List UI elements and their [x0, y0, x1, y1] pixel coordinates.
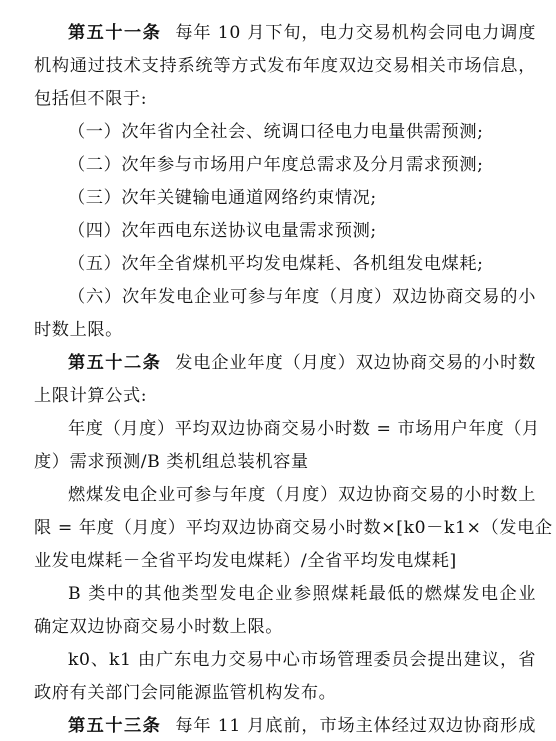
article-51-line1-text: 每年 10 月下旬，电力交易机构会同电力调度	[175, 23, 536, 43]
para-k-line2: 政府有关部门会同能源监管机构发布。	[34, 683, 337, 703]
article-51-item-6: （六）次年发电企业可参与年度（月度）双边协商交易的小	[68, 287, 536, 307]
article-51-item-1: （一）次年省内全社会、统调口径电力电量供需预测;	[68, 122, 484, 142]
article-51-line3: 包括但不限于:	[34, 89, 148, 109]
article-52-line2: 上限计算公式:	[34, 386, 148, 406]
article-52-first-line	[68, 348, 536, 378]
article-53-first-line	[68, 711, 536, 741]
formula-2-line2: 限 = 年度（月度）平均双边协商交易小时数×[k0－k1×（发电企	[34, 518, 553, 538]
article-51-line2: 机构通过技术支持系统等方式发布年度双边交易相关市场信息，	[34, 56, 536, 76]
formula-2-line1: 燃煤发电企业可参与年度（月度）双边协商交易的小时数上	[68, 485, 536, 505]
article-52-line1-text: 发电企业年度（月度）双边协商交易的小时数	[175, 353, 536, 373]
formula-2-line3: 业发电煤耗－全省平均发电煤耗）/全省平均发电煤耗]	[34, 551, 457, 571]
article-53-heading: 第五十三条	[68, 716, 162, 736]
article-51-item-5: （五）次年全省煤机平均发电煤耗、各机组发电煤耗;	[68, 254, 484, 274]
para-b-line1: B 类中的其他类型发电企业参照煤耗最低的燃煤发电企业	[68, 584, 536, 604]
article-52-heading: 第五十二条	[68, 353, 162, 373]
para-b-line2: 确定双边协商交易小时数上限。	[34, 617, 284, 637]
article-53-line1-text: 每年 11 月底前，市场主体经过双边协商形成	[175, 716, 536, 736]
article-51-item-6-continued: 时数上限。	[34, 320, 123, 340]
formula-1-line2: 度）需求预测/B 类机组总装机容量	[34, 452, 309, 472]
formula-1-line1: 年度（月度）平均双边协商交易小时数 = 市场用户年度（月	[68, 419, 540, 439]
article-51-first-line	[68, 18, 536, 48]
article-51-item-4: （四）次年西电东送协议电量需求预测;	[68, 221, 377, 241]
article-51-heading: 第五十一条	[68, 23, 162, 43]
para-k-line1: k0、k1 由广东电力交易中心市场管理委员会提出建议，省	[68, 650, 536, 670]
article-51-item-3: （三）次年关键输电通道网络约束情况;	[68, 188, 377, 208]
article-51-item-2: （二）次年参与市场用户年度总需求及分月需求预测;	[68, 155, 484, 175]
